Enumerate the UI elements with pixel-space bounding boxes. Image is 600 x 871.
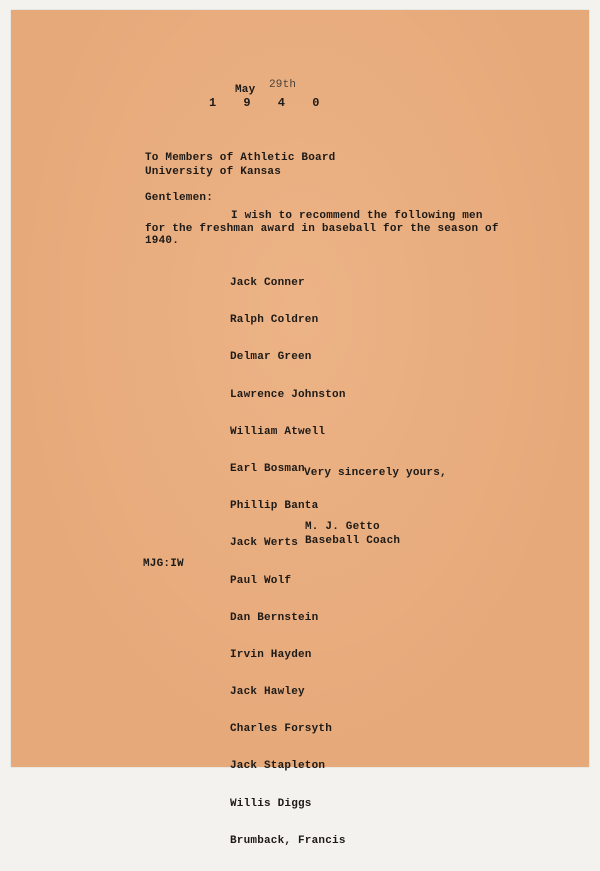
list-item: Lawrence Johnston [230,388,346,401]
letter-page [11,10,589,847]
list-item: Jack Conner [230,277,305,289]
signer-name: M. J. Getto [305,521,380,533]
list-item: Jack Hawley [230,686,305,699]
body-line-1: I wish to recommend the following men [231,210,483,222]
list-item: Ralph Coldren [230,314,319,327]
list-item: Earl Bosman [230,462,305,475]
list-item: Phillip Banta [230,500,319,513]
recipient-line-2: University of Kansas [145,166,282,178]
signer-title: Baseball Coach [305,535,401,547]
recommended-names-list [230,254,346,871]
date-year: 1 9 4 0 [209,96,330,110]
typist-initials: MJG:IW [143,558,184,570]
list-item: Jack Stapleton [230,760,326,773]
body-line-2: for the freshman award in baseball for the season of [145,223,499,235]
list-item: Delmar Green [230,351,312,364]
body-line-3: 1940. [145,235,180,247]
list-item: Jack Werts [230,537,299,550]
list-item: William Atwell [230,425,326,438]
closing: Very sincerely yours, [304,467,447,479]
list-item: Irvin Hayden [230,648,312,661]
list-item: Paul Wolf [230,574,292,587]
list-item: Willis Diggs [230,797,312,810]
date-month: May [235,84,256,96]
list-item: Brumback, Francis [230,834,346,847]
list-item: Charles Forsyth [230,723,333,736]
date-day: 29th [269,79,297,91]
list-item: Dan Bernstein [230,611,319,624]
recipient-line-1: To Members of Athletic Board [145,152,336,164]
salutation: Gentlemen: [145,192,214,204]
